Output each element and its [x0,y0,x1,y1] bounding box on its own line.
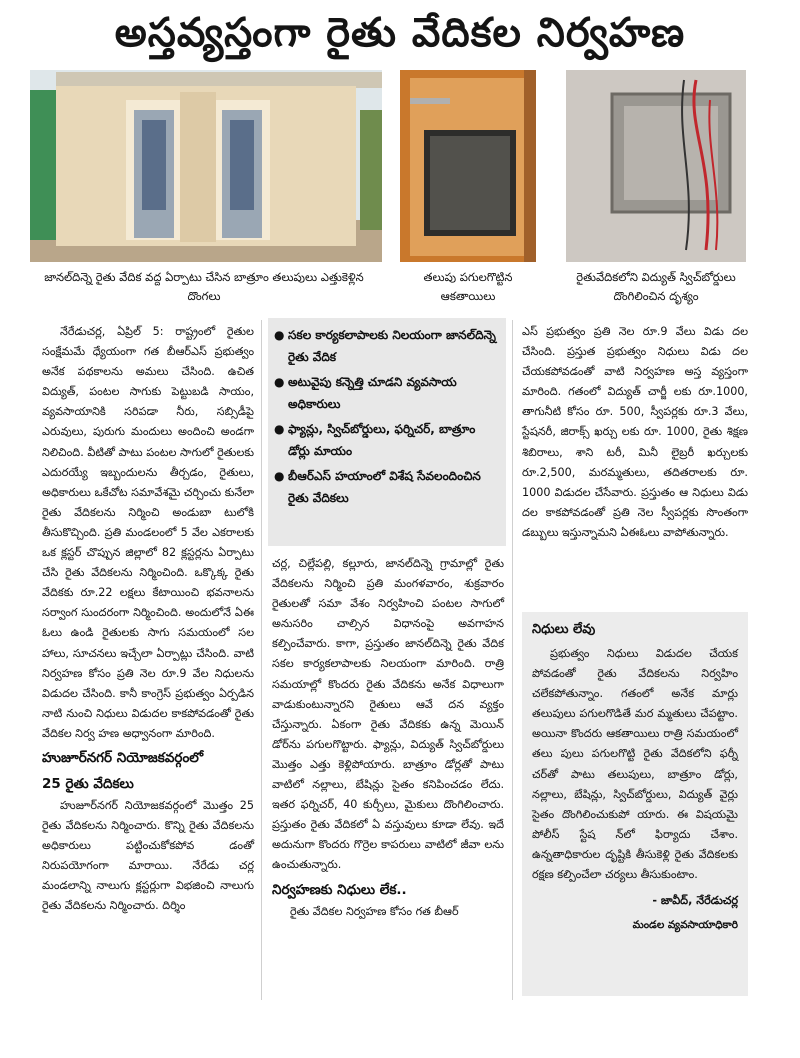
highlight-item [274,465,500,509]
highlight-text: సకల కార్యకలాపాలకు నిలయంగా జానల్‌దిన్నె రైతు వేదిక [288,328,496,364]
broken-door-illustration [400,70,536,262]
column-divider [261,320,262,1000]
article-paragraph: హుజూర్‌నగర్ నియోజకవర్గంలో మొత్తం 25 రైతు వేదికలను నిర్మించారు. కొన్ని రైతు వేదికలను అధికారులు పట్టించుకోకపోవ డంతో నిరుపయోగంగా మారాయి. నేరేడు చర్ల మండలాన్ని నాలుగు క్లస్టర్లుగా విభజించి నాలుగు రైతు వేదికలను నిర్మించారు. దిర్శిం [42,798,254,913]
article-column-3 [522,322,748,543]
section-subhead: హుజూర్‌నగర్ నియోజకవర్గంలో [42,749,204,766]
photo-switchboard [566,70,746,262]
switchboard-illustration [566,70,746,262]
article-paragraph: చర్ల, చిల్లేపల్లి, కల్లూరు, జానల్‌దిన్నె గ్రామాల్లో రైతు వేదికలను నిర్మించి ప్రతి మంగళవారం, శుక్రవారం రైతులతో సమా వేశం నిర్వహించి పంటల సాగులో అనుసరిం చాల్సిన విధానంపై అవగాహన కల్పించేవారు. కాగా, ప్రస్తుతం జానల్‌దిన్నె రైతు వేదిక సకల కార్యకలాపాలకు నిలయంగా మారింది. రాత్రి సమయాల్లో కొందరు రైతు వేదికను అనేక విధాలుగా వాడుకుంటున్నారని రైతులు ఆవే దన వ్యక్తం చేస్తున్నారు. ఏకంగా రైతు వేదికకు ఉన్న మెయిన్ డోర్‌ను పగులగొట్టారు. ఫ్యాన్లు, విద్యుత్ స్విచ్‌బోర్డులు మొత్తం ఎత్తు కెళ్లిపోయారు. బాత్రూం డోర్లతో పాటు వాటిలో నల్లాలు, బేషిన్లు సైతం కనిపించడం లేదు. ఇతర ఫర్నిచర్, 40 కుర్చీలు, మైకులు దొంగిలించారు. ప్రస్తుతం రైతు వేదికలో ఏ వస్తువులు కూడా లేవు. ఇదే అదునుగా కొందరు గొర్రెల కాపరులు వాటిలో జీవా లను ఉంచుతున్నారు. [272,557,504,872]
article-column-1 [42,322,254,917]
quote-box-title: నిధులు లేవు [532,622,596,637]
highlight-text: అటువైపు కన్నెత్తి చూడని వ్యవసాయ అధికారులు [288,375,457,411]
photo-caption-toilet: జానల్‌దిన్నె రైతు వేదిక వద్ద ఏర్పాటు చేసిన బాత్రూం తలుపులు ఎత్తుకెళ్లిన దొంగలు [44,270,364,303]
bullet-icon: ● [274,328,285,342]
official-quote-box [522,612,748,996]
highlight-item [274,418,500,462]
article-paragraph: నేరేడుచర్ల, ఏప్రిల్ 5: రాష్ట్రంలో రైతుల సంక్షేమమే ధ్యేయంగా గత బీఆర్‌ఎస్ ప్రభుత్వం అనేక పథకాలను అమలు చేసింది. ఉచిత విద్యుత్, పంటల సాగుకు పెట్టుబడి సాయం, వ్యవసాయానికి సరిపడా నీరు, సబ్సిడీపై ఎరువులు, పురుగు మందులు అందించి అండగా నిలిచింది. వీటితో పాటు పంటల సాగులో రైతులకు ఎదురయ్యే ఇబ్బందులను తీర్చడం, రైతులు, అధికారులు ఒకేచోట సమావేశమై చర్చించు కునేలా రైతు వేదికలను నిర్మించి అండుబా టులోకి తీసుకొచ్చింది. ప్రతి మండలంలో 5 వేల ఎకరాలకు ఒక క్లస్టర్ చొప్పున జిల్లాలో 82 క్లస్టర్లను ఏర్పాటు చేసి రైతు వేదికలను నిర్మించింది. ఒక్కొక్క రైతు వేదికకు రూ.22 లక్షలు కేటాయించి భవనాలను సర్వాంగ సుందరంగా నిర్మించింది. అందులోనే ఏఈ ఓలు ఉండి రైతులకు సాగు సమయంలో సల హాలు, సూచనలు ఇచ్చేలా ఏర్పాట్లు చేసింది. వాటి నిర్వహణ కోసం ప్రతి నెల రూ.9 వేల నిధులను విడుదల చేసింది. కానీ కాంగ్రెస్ ప్రభుత్వం ఏర్పడిన నాటి నుంచి నిధులు విడుదల కాకపోవడంతో రైతు వేదికల నిర్వ హణ అధ్వానంగా మారింది. [42,325,254,740]
toilet-building-illustration [30,70,382,262]
section-subhead: నిర్వహణకు నిధులు లేక.. [272,881,407,898]
photo-caption-door: తలుపు పగులగొట్టిన ఆకతాయిలు [423,270,513,303]
section-subhead: 25 రైతు వేదికలు [42,775,134,792]
photo-toilet-building [30,70,382,262]
headline: అస్తవ్యస్తంగా రైతు వేదికల నిర్వహణ [114,10,686,56]
highlights-box [268,318,506,546]
bullet-icon: ● [274,469,285,483]
bullet-icon: ● [274,422,285,436]
highlight-item [274,371,500,415]
photo-broken-door [400,70,536,262]
highlight-item [274,324,500,368]
column-divider [512,320,513,1000]
quote-signature: - జావీద్, నేరేడుచర్ల [652,894,738,908]
article-column-2 [272,554,504,922]
quote-designation: మండల వ్యవసాయాధికారి [632,919,738,932]
highlight-text: ఫ్యాన్లు, స్విచ్‌బోర్డులు, ఫర్నిచర్, బాత్రూం డోర్లు మాయం [288,422,476,458]
bullet-icon: ● [274,375,285,389]
photo-caption-switchboard: రైతువేదికలోని విద్యుత్ స్విచ్‌బోర్డులు దొంగిలించిన దృశ్యం [576,270,736,303]
quote-text: ప్రభుత్వం నిధులు విడుదల చేయక పోవడంతో రైతు వేదికలను నిర్వహిం చలేకపోతున్నాం. గతంలో అనేక మార్లు తలుపులు పగులగొడితే మర మ్మతులు చేపట్టాం. అయినా కొందరు ఆకతాయిలు రాత్రి సమయంలో తలు పులు పగులగొట్టి రైతు వేదికలోని ఫర్నీ చర్‌తో పాటు తలుపులు, బాత్రూం డోర్లు, నల్లాలు, బేషిన్లు, స్విచ్‌బోర్డులు, విద్యుత్ వైర్లు సైతం దొంగిలించుకుపో యారు. ఈ విషయమై పోలీస్ స్టేష న్‌లో ఫిర్యాదు చేశాం. ఉన్నతాధికారుల దృష్టికి తీసుకెళ్లి రైతు వేదికలకు రక్షణ కల్పించేలా చర్యలు తీసుకుంటాం. [532,647,738,882]
article-paragraph: ఎస్ ప్రభుత్వం ప్రతి నెల రూ.9 వేలు విడు దల చేసింది. ప్రస్తుత ప్రభుత్వం నిధులు విడు దల చేయకపోవడంతో వాటి నిర్వహణ అస్త వ్యస్తంగా మారింది. గతంలో విద్యుత్ చార్జీ లకు రూ.1000, తాగునీటి కోసం రూ. 500, స్వీపర్లకు రూ.3 వేలు, స్టేషనరీ, జిరాక్స్ ఖర్చు లకు రూ. 1000, రైతు శిక్షణ శిబిరాలు, శాని టరీ, మినీ లైబ్రరీ ఖర్చులకు రూ.2,500, మరమ్మతులు, తదితరాలకు రూ. 1000 విడుదల చేసేవారు. ప్రస్తుతం ఆ నిధులు విడు దల కాకపోవడంతో ప్రతి నెల స్వీపర్లకు సొంతంగా డబ్బులు ఇస్తున్నామని ఏఈఓలు వాపోతున్నారు. [522,325,748,539]
highlight-text: బీఆర్‌ఎస్ హయాంలో విశేష సేవలందించిన రైతు వేదికలు [288,469,481,505]
article-paragraph: రైతు వేదికల నిర్వహణ కోసం గత బీఆర్ [290,904,459,918]
